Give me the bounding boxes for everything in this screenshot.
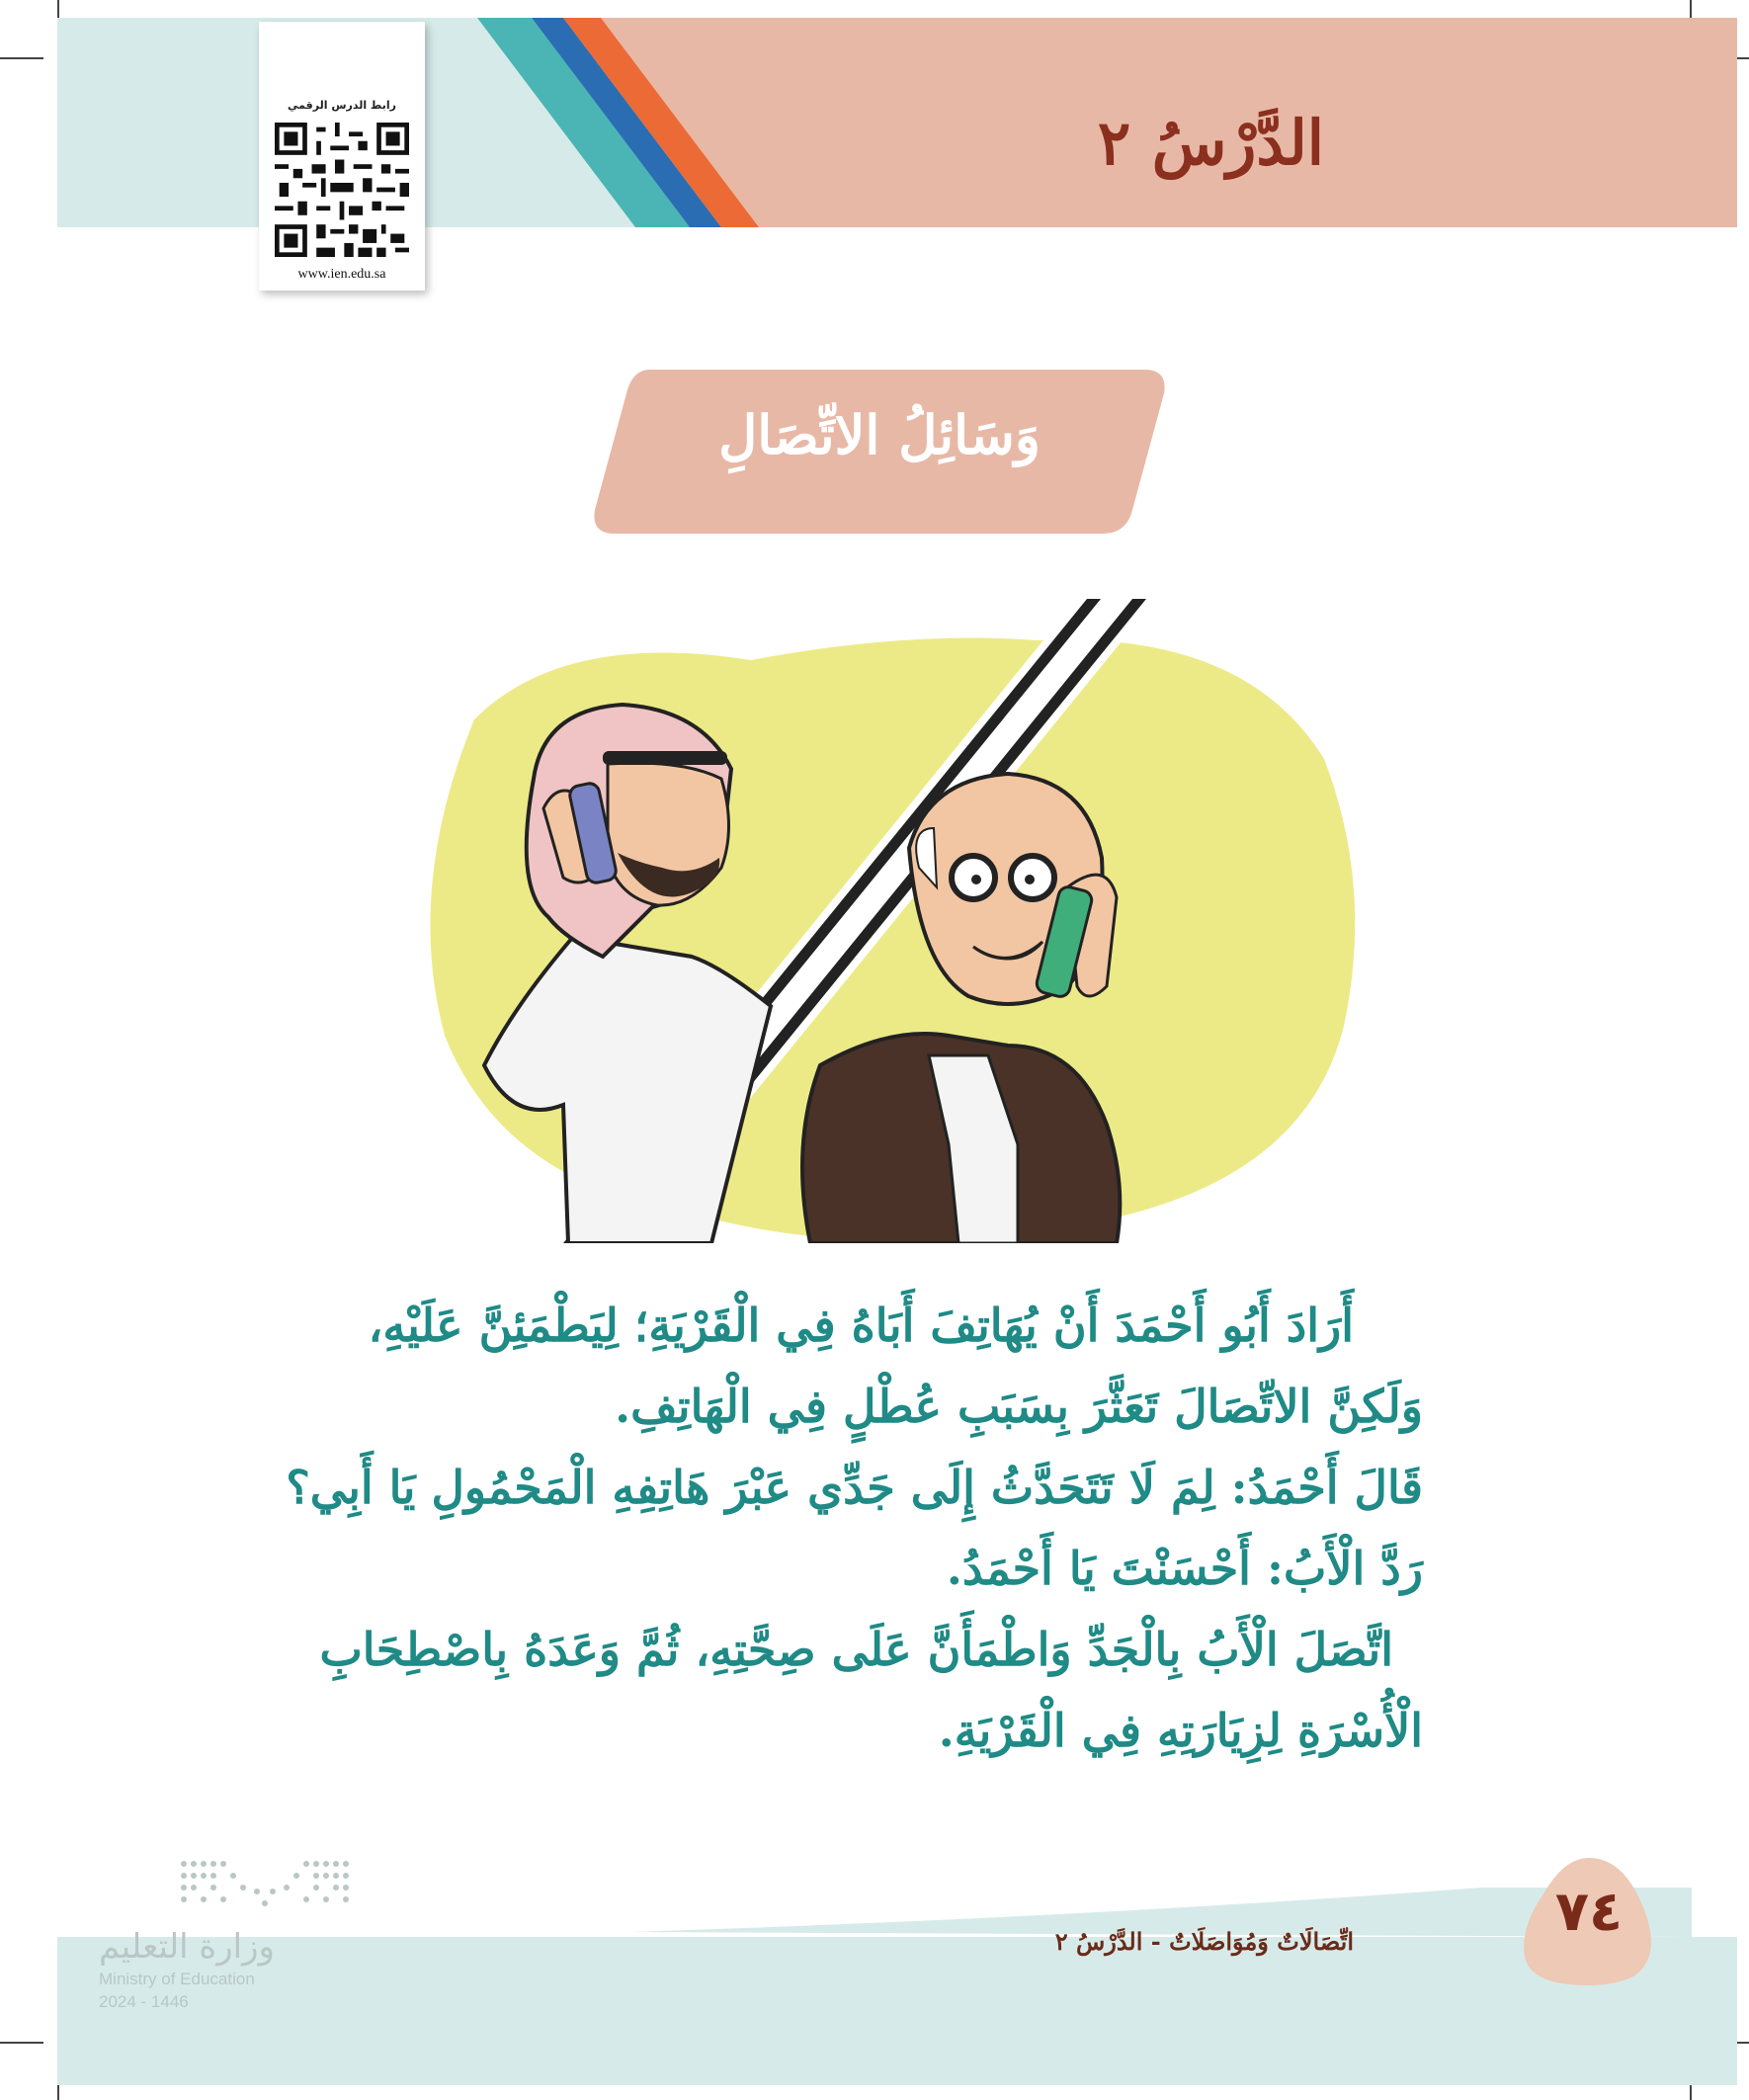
story-line-5: اتَّصَلَ الْأَبُ بِالْجَدِّ وَاطْمَأَنَّ عَلَى صِحَّتِهِ، ثُمَّ وَعَدَهُ بِاصْطِحَابِ [319, 1623, 1393, 1676]
story-line-3: قَالَ أَحْمَدُ: لِمَ لَا تَتَحَدَّثُ إِلَى جَدِّي عَبْرَ هَاتِفِهِ الْمَحْمُولِ يَا أَبِي؟ [286, 1461, 1423, 1514]
crop-mark [0, 57, 43, 59]
ministry-logo-icon [178, 1858, 356, 1909]
story-line-6: الْأُسْرَةِ لِزِيَارَتِهِ فِي الْقَرْيَةِ. [938, 1704, 1423, 1757]
qr-caption: رابط الدرس الرقمي [288, 99, 396, 112]
story-line-2: وَلَكِنَّ الاتِّصَالَ تَعَثَّرَ بِسَبَبِ عُطْلٍ فِي الْهَاتِفِ. [615, 1380, 1423, 1433]
topic-title: وَسَائِلُ الاتِّصَالِ [718, 403, 1041, 466]
qr-card[interactable] [259, 22, 425, 291]
lesson-title: الدَّرْسُ ٢ [1097, 107, 1324, 179]
ministry-name-en: Ministry of Education [99, 1970, 255, 1988]
story-line-4: رَدَّ الْأَبُ: أَحْسَنْتَ يَا أَحْمَدُ. [946, 1542, 1423, 1595]
footer-title: اتِّصَالَاتٌ وَمُوَاصَلَاتٌ - الدَّرْسُ ٢ [1054, 1927, 1354, 1956]
ministry-name-ar: وزارة التعليم [99, 1927, 275, 1967]
phone-call-illustration [395, 591, 1383, 1243]
page-number: ٧٤ [1554, 1880, 1624, 1944]
story-text [286, 1285, 1423, 1771]
ministry-year: 2024 - 1446 [99, 1992, 189, 2011]
story-line-1: أَرَادَ أَبُو أَحْمَدَ أَنْ يُهَاتِفَ أَبَاهُ فِي الْقَرْيَةِ؛ لِيَطْمَئِنَّ عَلَيْهِ، [368, 1299, 1354, 1352]
qr-url[interactable]: www.ien.edu.sa [297, 267, 386, 282]
qr-code-icon[interactable] [275, 121, 409, 259]
